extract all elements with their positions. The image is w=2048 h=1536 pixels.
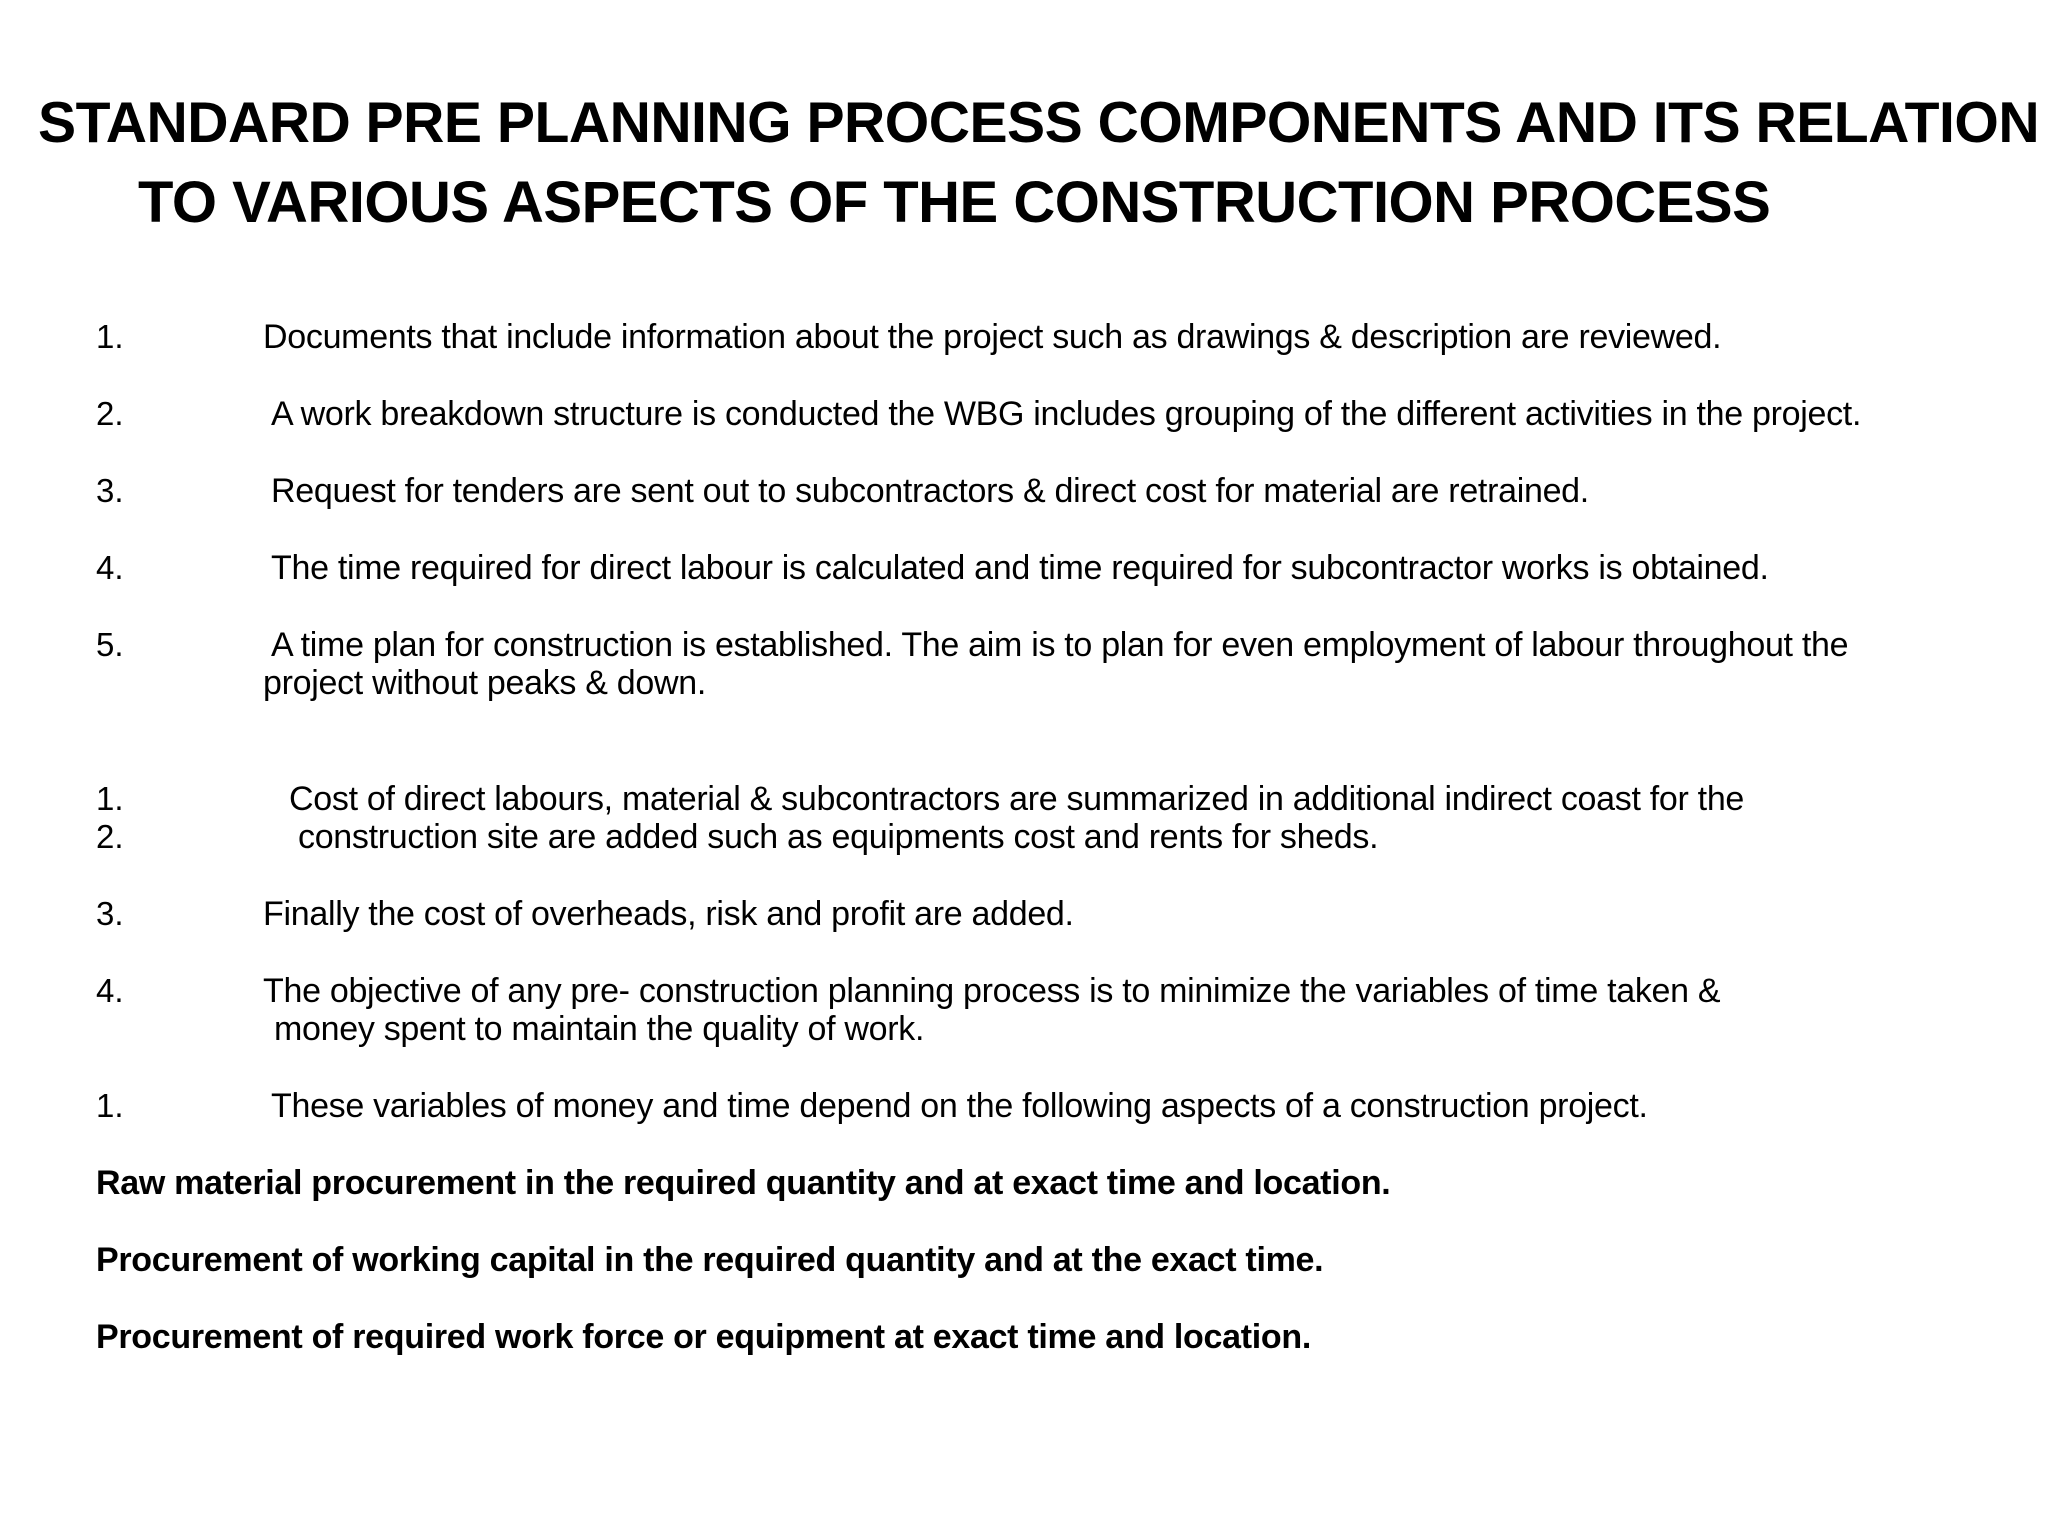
list-a-item-4-text: The time required for direct labour is calculated and time required for subcontractor works is obtained. [271, 549, 1769, 587]
list-b-item-2-number: 2. [96, 818, 124, 855]
list-a-item-3-text: Request for tenders are sent out to subcontractors & direct cost for material are retrained. [271, 472, 1589, 510]
list-b-item-3-number: 3. [96, 895, 124, 932]
list-a-item-1-text: Documents that include information about the project such as drawings & description are reviewed. [263, 318, 1722, 356]
list-b-item-1-text: Cost of direct labours, material & subcontractors are summarized in additional indirect coast for the [289, 780, 1745, 818]
list-a-item-2-number: 2. [96, 395, 124, 432]
list-a-item-2-text: A work breakdown structure is conducted the WBG includes grouping of the different activities in the project. [271, 395, 1862, 433]
list-b-item-4-number: 4. [96, 972, 124, 1009]
list-a-item-4-number: 4. [96, 549, 124, 586]
list-b-item-4-text: The objective of any pre- construction planning process is to minimize the variables of time taken & [263, 972, 1721, 1010]
list-a-item-5-number: 5. [96, 626, 124, 663]
list-c-item-1-text: These variables of money and time depend on the following aspects of a construction project. [271, 1087, 1648, 1125]
list-a-item-5-text-continued: project without peaks & down. [263, 664, 706, 702]
page-title-line-2: TO VARIOUS ASPECTS OF THE CONSTRUCTION PROCESS [138, 170, 1771, 235]
list-b-item-2-text: construction site are added such as equipments cost and rents for sheds. [298, 818, 1379, 856]
list-c-item-1-number: 1. [96, 1087, 124, 1124]
list-a-item-5-text: A time plan for construction is established. The aim is to plan for even employment of labour throughout the [271, 626, 1849, 664]
list-a-item-3-number: 3. [96, 472, 124, 509]
list-b-item-1-number: 1. [96, 780, 124, 817]
list-b-item-4-text-continued: money spent to maintain the quality of work. [274, 1010, 925, 1048]
aspect-working-capital: Procurement of working capital in the required quantity and at the exact time. [96, 1241, 1324, 1279]
page-title-line-1: STANDARD PRE PLANNING PROCESS COMPONENTS AND ITS RELATION [38, 91, 2040, 155]
aspect-work-force: Procurement of required work force or equipment at exact time and location. [96, 1318, 1311, 1356]
list-b-item-3-text: Finally the cost of overheads, risk and profit are added. [263, 895, 1074, 933]
list-a-item-1-number: 1. [96, 318, 124, 355]
aspect-raw-material: Raw material procurement in the required quantity and at exact time and location. [96, 1164, 1391, 1202]
